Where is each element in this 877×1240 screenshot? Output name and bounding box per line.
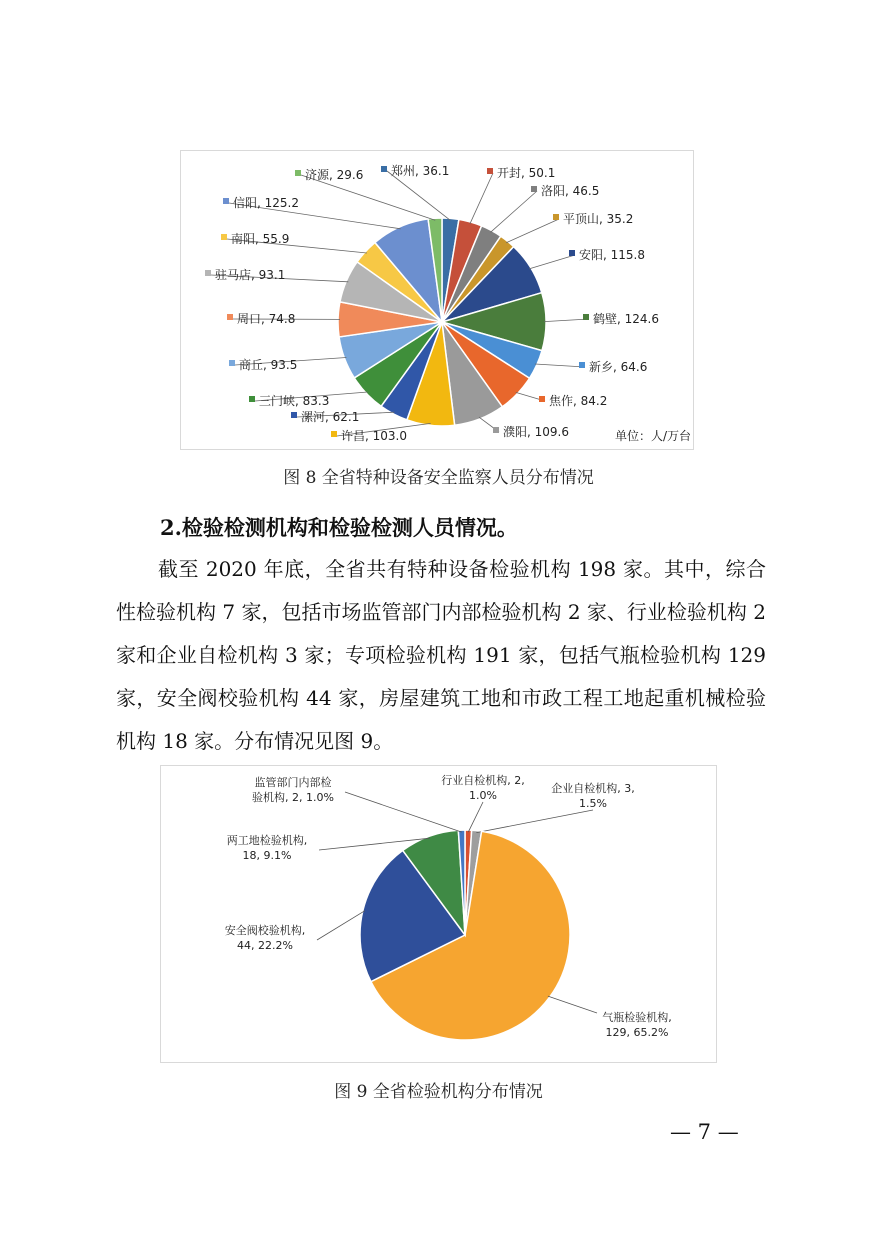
legend-marker: [539, 396, 545, 402]
legend-marker: [579, 362, 585, 368]
figure-9-caption: 图 9 全省检验机构分布情况: [334, 1082, 543, 1102]
legend-marker: [223, 198, 229, 204]
legend-marker: [229, 360, 235, 366]
legend-marker: [205, 270, 211, 276]
leader-line: [345, 792, 462, 832]
page-number: — 7 —: [670, 1120, 739, 1144]
chart-supervision-personnel: [180, 150, 694, 450]
leader-line: [529, 255, 575, 269]
chart-inspection-institutions: [160, 765, 717, 1063]
data-label-洛阳: 洛阳, 46.5: [541, 184, 600, 198]
leader-line: [548, 996, 597, 1013]
legend-marker: [381, 166, 387, 172]
data-label-行业自检机构: 行业自检机构, 2, 1.0%: [441, 774, 525, 802]
data-label-气瓶检验机构: 气瓶检验机构, 129, 65.2%: [602, 1011, 672, 1039]
data-label-漯河: 漯河, 62.1: [301, 410, 360, 424]
leader-line: [470, 173, 493, 224]
legend-marker: [531, 186, 537, 192]
legend-marker: [291, 412, 297, 418]
leader-line: [506, 219, 559, 243]
leader-line: [476, 810, 593, 833]
data-label-南阳: 南阳, 55.9: [231, 232, 290, 246]
legend-marker: [553, 214, 559, 220]
data-label-鹤壁: 鹤壁, 124.6: [593, 312, 659, 326]
leader-line: [491, 191, 538, 232]
data-label-平顶山: 平顶山, 35.2: [563, 212, 634, 226]
data-label-安阳: 安阳, 115.8: [579, 248, 645, 262]
figure-8-caption: 图 8 全省特种设备安全监察人员分布情况: [283, 468, 594, 488]
legend-marker: [487, 168, 493, 174]
data-label-驻马店: 驻马店, 93.1: [215, 268, 286, 282]
legend-marker: [493, 427, 499, 433]
data-label-濮阳: 濮阳, 109.6: [503, 425, 569, 439]
leader-line: [468, 802, 483, 832]
legend-marker: [227, 314, 233, 320]
data-label-两工地检验机构: 两工地检验机构, 18, 9.1%: [226, 834, 308, 862]
legend-marker: [221, 234, 227, 240]
leader-line: [535, 364, 585, 367]
data-label-济源: 济源, 29.6: [305, 168, 364, 182]
data-label-焦作: 焦作, 84.2: [549, 394, 608, 408]
legend-marker: [295, 170, 301, 176]
data-label-开封: 开封, 50.1: [497, 166, 556, 180]
data-label-新乡: 新乡, 64.6: [589, 360, 648, 374]
leader-line: [317, 911, 365, 940]
pie-chart-institutions: [161, 766, 716, 1062]
section-heading: 2.检验检测机构和检验检测人员情况。: [160, 515, 518, 540]
data-label-企业自检机构: 企业自检机构, 3, 1.5%: [551, 782, 635, 810]
data-label-信阳: 信阳, 125.2: [233, 196, 299, 210]
pie-chart-supervision: [181, 151, 693, 449]
data-label-监管部门内部检验机构: 监管部门内部检验机构, 2, 1.0%: [252, 776, 334, 804]
data-label-三门峡: 三门峡, 83.3: [259, 394, 330, 408]
data-label-安全阀校验机构: 安全阀校验机构, 44, 22.2%: [224, 924, 306, 952]
legend-marker: [569, 250, 575, 256]
unit-label: 单位：人/万台: [615, 429, 692, 443]
leader-line: [544, 319, 589, 322]
legend-marker: [249, 396, 255, 402]
leader-line: [387, 171, 450, 220]
section-paragraph: 截至 2020 年底，全省共有特种设备检验机构 198 家。其中，综合性检验机构 7 家，包括市场监管部门内部检验机构 2 家、行业检验机构 2 家和企业自检机构 3 家；专项检验机构 191 家，包括气瓶检验机构 129 家，安全阀校验机构 44 家，房屋建筑工地和市政工程工地起重机械检验机构 18 家。分布情况见图 9。: [116, 557, 766, 753]
data-label-许昌: 许昌, 103.0: [341, 429, 407, 443]
legend-marker: [583, 314, 589, 320]
legend-marker: [331, 431, 337, 437]
data-label-郑州: 郑州, 36.1: [391, 164, 450, 178]
data-label-商丘: 商丘, 93.5: [239, 358, 298, 372]
data-label-周口: 周口, 74.8: [237, 312, 296, 326]
